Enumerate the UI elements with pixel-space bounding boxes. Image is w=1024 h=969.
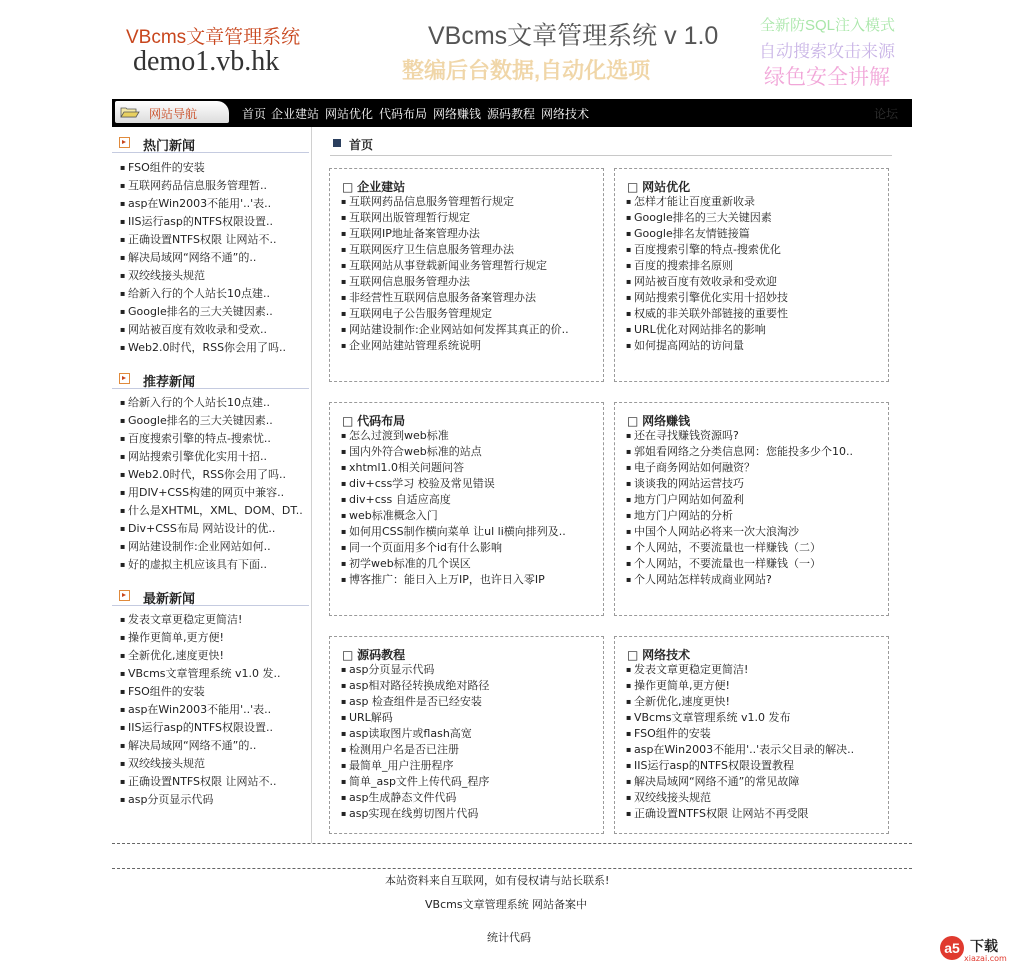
list-item[interactable]: ▪ Google排名的三大关键因素	[626, 210, 876, 226]
list-item[interactable]: ▪ 操作更简单,更方便!	[120, 629, 281, 647]
list-item[interactable]: ▪ 互联网站从事登载新闻业务管理暂行规定	[341, 258, 591, 274]
nav-tab	[115, 101, 229, 123]
footer-divider	[112, 843, 912, 844]
list-item[interactable]: ▪ 电子商务网站如何融资？	[626, 460, 876, 476]
list-item[interactable]: ▪ FSO组件的安装	[626, 726, 876, 742]
square-icon	[333, 139, 341, 147]
list-item[interactable]: ▪ 给新入行的个人站长10点建..	[120, 285, 286, 303]
panel-code	[329, 402, 604, 616]
panel-list	[341, 428, 591, 588]
list-item[interactable]: ▪ 怎样才能让百度重新收录	[626, 194, 876, 210]
panel-list	[341, 194, 591, 354]
list-item[interactable]: ▪ 网站搜索引擎优化实用十招..	[120, 448, 303, 466]
panel-title[interactable]: □ 网站优化	[627, 178, 690, 195]
list-item[interactable]: ▪ 互联网电子公告服务管理规定	[341, 306, 591, 322]
nav-item-home[interactable]: 首页	[242, 107, 267, 121]
sidebar-title: 热门新闻	[143, 139, 196, 154]
list-item[interactable]: ▪ 全新优化,速度更快!	[626, 694, 876, 710]
list-item[interactable]: ▪ Div+CSS布局 网站设计的优..	[120, 520, 303, 538]
list-item[interactable]: ▪ 网站建设制作:企业网站如何..	[120, 538, 303, 556]
sidebar-title: 最新新闻	[143, 592, 196, 607]
arrow-box-icon	[119, 590, 130, 601]
panel-title[interactable]: □ 网络技术	[627, 646, 690, 663]
list-item[interactable]: ▪ 网站搜索引擎优化实用十招妙技	[626, 290, 876, 306]
footer-copyright: 本站资料来自互联网，如有侵权请与站长联系!	[385, 874, 610, 887]
list-item[interactable]: ▪ div+css 自适应高度	[341, 492, 591, 508]
list-item[interactable]: ▪ 正确设置NTFS权限 让网站不再受限	[626, 806, 876, 822]
list-item[interactable]: ▪ 互联网药品信息服务管理暂..	[120, 177, 286, 195]
badge-domain: xiazai.com	[964, 954, 1007, 963]
nav-tab-label: 网站导航	[149, 107, 198, 121]
nav-item-forum[interactable]: 论坛	[874, 107, 899, 121]
panel-title[interactable]: □ 企业建站	[342, 178, 405, 195]
list-item[interactable]: ▪ FSO组件的安装	[120, 159, 286, 177]
main-nav	[112, 99, 912, 127]
nav-item-source[interactable]: 源码教程	[487, 107, 536, 121]
panel-title[interactable]: □ 网络赚钱	[627, 412, 690, 429]
list-item[interactable]: ▪ Web2.0时代，RSS你会用了吗..	[120, 466, 303, 484]
list-item[interactable]: ▪ 个人网站，不要流量也一样赚钱（一）	[626, 556, 876, 572]
list-item[interactable]: ▪ asp在Win2003不能用'..'表..	[120, 701, 281, 719]
sidebar-header-recommended	[112, 366, 309, 389]
list-item[interactable]: ▪ Google排名友情链接篇	[626, 226, 876, 242]
a5-download-logo	[938, 932, 1018, 964]
list-item[interactable]: ▪ 非经营性互联网信息服务备案管理办法	[341, 290, 591, 306]
list-item[interactable]: ▪ 互联网医疗卫生信息服务管理办法	[341, 242, 591, 258]
list-item[interactable]: ▪ 网站被百度有效收录和受欢迎	[626, 274, 876, 290]
list-item[interactable]: ▪ 个人网站，不要流量也一样赚钱（二）	[626, 540, 876, 556]
list-item[interactable]: ▪ 百度搜索引擎的特点-搜索忧..	[120, 430, 303, 448]
list-item[interactable]: ▪ Web2.0时代，RSS你会用了吗..	[120, 339, 286, 357]
list-item[interactable]: ▪ IIS运行asp的NTFS权限设置..	[120, 213, 286, 231]
list-item[interactable]: ▪ asp在Win2003不能用'..'表..	[120, 195, 286, 213]
list-item[interactable]: ▪ 解决局域网“网络不通”的..	[120, 737, 281, 755]
list-item[interactable]: ▪ Google排名的三大关键因素..	[120, 412, 303, 430]
list-item[interactable]: ▪ asp 检查组件是否已经安装	[341, 694, 591, 710]
panel-list	[626, 194, 876, 354]
logo-domain[interactable]: demo1.vb.hk	[133, 46, 280, 77]
nav-item-enterprise[interactable]: 企业建站	[271, 107, 320, 121]
nav-item-code[interactable]: 代码布局	[379, 107, 428, 121]
list-item[interactable]: ▪ URL优化对网站排名的影响	[626, 322, 876, 338]
list-item[interactable]: ▪ 互联网出版管理暂行规定	[341, 210, 591, 226]
list-item[interactable]: ▪ 还在寻找赚钱资源吗?	[626, 428, 876, 444]
list-item[interactable]: ▪ web标准概念入门	[341, 508, 591, 524]
divider	[330, 155, 892, 156]
latest-news-list	[120, 611, 281, 809]
list-item[interactable]: ▪ 双绞线接头规范	[626, 790, 876, 806]
feature-ad-2: 自动搜索攻击来源	[759, 42, 895, 61]
list-item[interactable]: ▪ xhtml1.0相关问题问答	[341, 460, 591, 476]
panel-money	[614, 402, 889, 616]
panel-title[interactable]: □ 源码教程	[342, 646, 405, 663]
list-item[interactable]: ▪ IIS运行asp的NTFS权限设置教程	[626, 758, 876, 774]
sidebar-title: 推荐新闻	[143, 375, 196, 390]
list-item[interactable]: ▪ 简单_asp文件上传代码_程序	[341, 774, 591, 790]
list-item[interactable]: ▪ 给新入行的个人站长10点建..	[120, 394, 303, 412]
list-item[interactable]: ▪ 企业网站建站管理系统说明	[341, 338, 591, 354]
list-item[interactable]: ▪ 什么是XHTML，XML、DOM、DT..	[120, 502, 303, 520]
feature-ad-1: 全新防SQL注入模式	[760, 17, 896, 34]
panel-seo	[614, 168, 889, 382]
list-item[interactable]: ▪ 好的虚拟主机应该具有下面..	[120, 556, 303, 574]
list-item[interactable]: ▪ asp生成静态文件代码	[341, 790, 591, 806]
list-item[interactable]: ▪ 初学web标准的几个误区	[341, 556, 591, 572]
arrow-box-icon	[119, 373, 130, 384]
list-item[interactable]: ▪ 网站被百度有效收录和受欢..	[120, 321, 286, 339]
list-item[interactable]: ▪ FSO组件的安装	[120, 683, 281, 701]
list-item[interactable]: ▪ asp相对路径转换成绝对路径	[341, 678, 591, 694]
list-item[interactable]: ▪ 解决局域网“网络不通”的常见故障	[626, 774, 876, 790]
hot-news-list	[120, 159, 286, 357]
list-item[interactable]: ▪ VBcms文章管理系统 v1.0 发..	[120, 665, 281, 683]
list-item[interactable]: ▪ 如何提高网站的访问量	[626, 338, 876, 354]
list-item[interactable]: ▪ 正确设置NTFS权限 让网站不..	[120, 773, 281, 791]
list-item[interactable]: ▪ 双绞线接头规范	[120, 755, 281, 773]
sidebar-header-hot	[112, 130, 309, 153]
site-slogan: 整编后台数据,自动化选项	[402, 58, 651, 83]
svg-text:a5: a5	[944, 940, 960, 956]
list-item[interactable]: ▪ 全新优化,速度更快!	[120, 647, 281, 665]
sidebar	[112, 127, 312, 843]
list-item[interactable]: ▪ 解决局域网“网络不通”的..	[120, 249, 286, 267]
footer-meta: VBcms文章管理系统 网站备案中	[425, 898, 588, 911]
list-item[interactable]: ▪ 国内外符合web标准的站点	[341, 444, 591, 460]
list-item[interactable]: ▪ 检测用户名是否已注册	[341, 742, 591, 758]
nav-item-seo[interactable]: 网站优化	[325, 107, 374, 121]
feature-ad-3: 绿色安全讲解	[764, 66, 890, 89]
recommended-news-list	[120, 394, 303, 574]
nav-item-money[interactable]: 网络赚钱	[433, 107, 482, 121]
list-item[interactable]: ▪ asp分页显示代码	[120, 791, 281, 809]
panel-list	[626, 428, 876, 588]
list-item[interactable]: ▪ 同一个页面用多个id有什么影响	[341, 540, 591, 556]
panel-tech	[614, 636, 889, 834]
list-item[interactable]: ▪ 互联网IP地址备案管理办法	[341, 226, 591, 242]
breadcrumb: 首页	[349, 138, 374, 152]
list-item[interactable]: ▪ 操作更简单,更方便!	[626, 678, 876, 694]
list-item[interactable]: ▪ 个人网站怎样转成商业网站?	[626, 572, 876, 588]
list-item[interactable]: ▪ 怎么过渡到web标准	[341, 428, 591, 444]
list-item[interactable]: ▪ 百度搜索引擎的特点-搜索优化	[626, 242, 876, 258]
list-item[interactable]: ▪ 正确设置NTFS权限 让网站不..	[120, 231, 286, 249]
list-item[interactable]: ▪ URL解码	[341, 710, 591, 726]
list-item[interactable]: ▪ asp读取图片或flash高宽	[341, 726, 591, 742]
list-item[interactable]: ▪ 郭姐看网络之分类信息网：您能投多少个10..	[626, 444, 876, 460]
folder-icon	[120, 106, 140, 118]
list-item[interactable]: ▪ 谈谈我的网站运营技巧	[626, 476, 876, 492]
list-item[interactable]: ▪ div+css学习 校验及常见错误	[341, 476, 591, 492]
panel-list	[626, 662, 876, 822]
panel-list	[341, 662, 591, 822]
list-item[interactable]: ▪ 网站建设制作:企业网站如何发挥其真正的价..	[341, 322, 591, 338]
list-item[interactable]: ▪ asp分页显示代码	[341, 662, 591, 678]
list-item[interactable]: ▪ 双绞线接头规范	[120, 267, 286, 285]
list-item[interactable]: ▪ 发表文章更稳定更简洁!	[626, 662, 876, 678]
list-item[interactable]: ▪ VBcms文章管理系统 v1.0 发布	[626, 710, 876, 726]
list-item[interactable]: ▪ 最简单_用户注册程序	[341, 758, 591, 774]
logo-title[interactable]: VBcms文章管理系统	[126, 27, 301, 48]
panel-enterprise	[329, 168, 604, 382]
site-title: VBcms文章管理系统 v 1.0	[428, 22, 719, 50]
list-item[interactable]: ▪ Google排名的三大关键因素..	[120, 303, 286, 321]
list-item[interactable]: ▪ 权威的非关联外部链接的重要性	[626, 306, 876, 322]
list-item[interactable]: ▪ 中国个人网站必将来一次大浪淘沙	[626, 524, 876, 540]
list-item[interactable]: ▪ asp在Win2003不能用'..'表示父目录的解决..	[626, 742, 876, 758]
panel-source	[329, 636, 604, 834]
list-item[interactable]: ▪ asp实现在线剪切图片代码	[341, 806, 591, 822]
list-item[interactable]: ▪ 发表文章更稳定更简洁!	[120, 611, 281, 629]
list-item[interactable]: ▪ IIS运行asp的NTFS权限设置..	[120, 719, 281, 737]
badge-brand: 下载	[970, 939, 998, 955]
arrow-box-icon	[119, 137, 130, 148]
list-item[interactable]: ▪ 用DIV+CSS构建的网页中兼容..	[120, 484, 303, 502]
list-item[interactable]: ▪ 地方门户网站的分析	[626, 508, 876, 524]
footer-divider	[112, 868, 912, 869]
list-item[interactable]: ▪ 地方门户网站如何盈利	[626, 492, 876, 508]
sidebar-header-latest	[112, 583, 309, 606]
list-item[interactable]: ▪ 百度的搜索排名原则	[626, 258, 876, 274]
panel-title[interactable]: □ 代码布局	[342, 412, 405, 429]
nav-item-tech[interactable]: 网络技术	[541, 107, 590, 121]
list-item[interactable]: ▪ 互联网药品信息服务管理暂行规定	[341, 194, 591, 210]
footer-stat: 统计代码	[487, 931, 531, 944]
list-item[interactable]: ▪ 如何用CSS制作横向菜单 让ul li横向排列及..	[341, 524, 591, 540]
list-item[interactable]: ▪ 博客推广：能日入上万IP，也许日入零IP	[341, 572, 591, 588]
list-item[interactable]: ▪ 互联网信息服务管理办法	[341, 274, 591, 290]
